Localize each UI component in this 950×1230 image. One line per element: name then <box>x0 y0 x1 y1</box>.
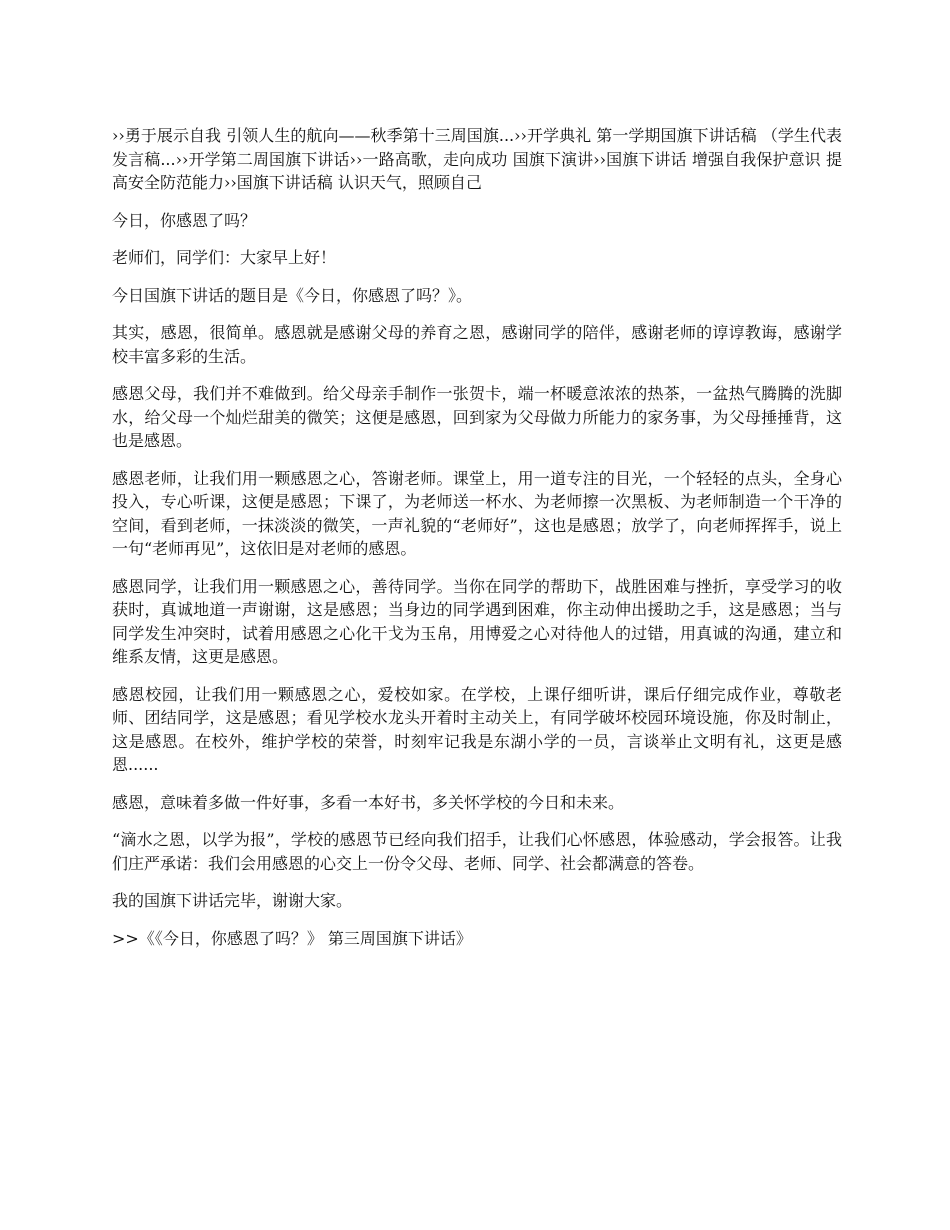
paragraph: 感恩老师，让我们用一颗感恩之心，答谢老师。课堂上，用一道专注的目光，一个轻轻的点头，全身心投入，专心听课，这便是感恩；下课了，为老师送一杯水、为老师擦一次黑板、为老师制造一个干净的空间，看到老师，一抹淡淡的微笑，一声礼貌的“老师好”，这也是感恩；放学了，向老师挥挥手，说上一句“老师再见”，这依旧是对老师的感恩。 <box>112 468 842 558</box>
paragraph: 感恩同学，让我们用一颗感恩之心，善待同学。当你在同学的帮助下，战胜困难与挫折，享受学习的收获时，真诚地道一声谢谢，这是感恩；当身边的同学遇到困难，你主动伸出援助之手，这是感恩；当与同学发生冲突时，试着用感恩之心化干戈为玉帛，用博爱之心对待他人的过错，用真诚的沟通，建立和维系友情，这更是感恩。 <box>112 576 842 666</box>
paragraph: 其实，感恩，很简单。感恩就是感谢父母的养育之恩，感谢同学的陪伴，感谢老师的谆谆教诲，感谢学校丰富多彩的生活。 <box>112 323 842 366</box>
greeting: 老师们，同学们：大家早上好！ <box>112 248 337 267</box>
paragraph: 今日国旗下讲话的题目是《今日，你感恩了吗？》。 <box>112 285 473 305</box>
document-page <box>112 124 842 964</box>
paragraph: “滴水之恩，以学为报”，学校的感恩节已经向我们招手，让我们心怀感恩，体验感动，学会报答。让我们庄严承诺：我们会用感恩的心交上一份令父母、老师、同学、社会都满意的答卷。 <box>112 830 842 873</box>
paragraph: 感恩，意味着多做一件好事，多看一本好书，多关怀学校的今日和未来。 <box>112 792 625 812</box>
closing: 我的国旗下讲话完毕，谢谢大家。 <box>112 891 353 910</box>
paragraph: 感恩父母，我们并不难做到。给父母亲手制作一张贺卡，端一杯暖意浓浓的热茶，一盆热气腾腾的洗脚水，给父母一个灿烂甜美的微笑；这便是感恩，回到家为父母做力所能力的家务事，为父母捶捶背，这也是感恩。 <box>112 384 842 450</box>
paragraph: 感恩校园，让我们用一颗感恩之心，爱校如家。在学校，上课仔细听讲，课后仔细完成作业，尊敬老师、团结同学，这是感恩；看见学校水龙头开着时主动关上，有同学破坏校园环境设施，你及时制止，这是感恩。在校外，维护学校的荣誉，时刻牢记我是东湖小学的一员，言谈举止文明有礼，这更是感恩...... <box>112 684 842 774</box>
speech-title: 今日，你感恩了吗？ <box>112 210 257 230</box>
footer-link[interactable]: >>《《今日，你感恩了吗？》 第三周国旗下讲话》 <box>112 928 472 948</box>
related-links[interactable]: ››勇于展示自我 引领人生的航向——秋季第十三周国旗...››开学典礼 第一学期国旗下讲话稿 （学生代表发言稿...››开学第二周国旗下讲话››一路高歌，走向成功 国旗下演讲››国旗下讲话 增强自我保护意识 提高安全防范能力››国旗下讲话稿 认识天气，照顾自己 <box>112 126 842 192</box>
